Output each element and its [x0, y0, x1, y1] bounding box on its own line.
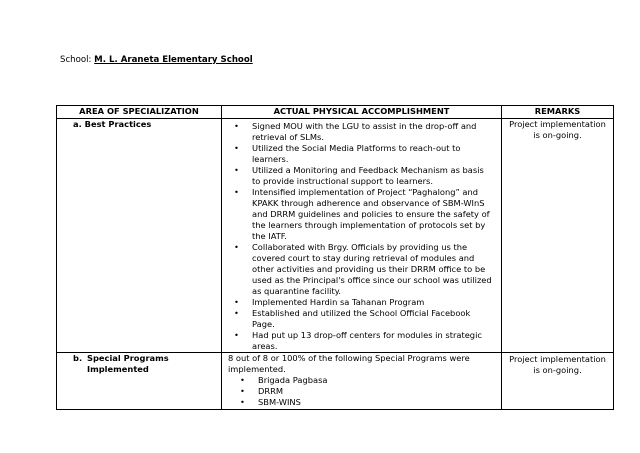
area-best-practices: a. Best Practices	[57, 119, 222, 353]
list-item: • Brigada Pagbasa	[240, 375, 328, 385]
bullet-icon: •	[240, 386, 245, 396]
programs-cell	[222, 353, 502, 410]
header-remarks: REMARKS	[502, 106, 614, 119]
area-title-line2: Implemented	[87, 364, 149, 374]
list-item: • Had put up 13 drop-off centers for modules in strategic areas.	[234, 330, 482, 351]
header-accomplishment: ACTUAL PHYSICAL ACCOMPLISHMENT	[222, 106, 502, 119]
list-item: • Established and utilized the School Official Facebook Page.	[234, 308, 471, 329]
bullet-icon: •	[234, 143, 239, 153]
remarks-best-practices: Project implementation is on-going.	[502, 119, 614, 353]
programs-intro: 8 out of 8 or 100% of the following Special Programs were implemented.	[228, 353, 470, 374]
list-item: • Collaborated with Brgy. Officials by providing us the covered court to stay during retrieval of modules and other activities and providing us their DRRM office to be used as the Principal's office since our school was utilized as quarantine facility.	[234, 242, 492, 296]
bullet-icon: •	[234, 187, 239, 197]
table-row	[57, 119, 614, 353]
remarks-special-programs: Project implementation is on-going.	[502, 353, 614, 410]
school-line	[60, 55, 253, 65]
accomplishment-cell	[222, 119, 502, 353]
school-label: School:	[60, 55, 92, 65]
list-item: • Utilized a Monitoring and Feedback Mechanism as basis to provide instructional support to learners.	[234, 165, 484, 186]
area-letter: b.	[73, 353, 83, 363]
bullet-icon: •	[234, 165, 239, 175]
area-special-programs	[57, 353, 222, 410]
list-item: • Signed MOU with the LGU to assist in the drop-off and retrieval of SLMs.	[234, 121, 477, 142]
bullet-icon: •	[234, 308, 239, 318]
bullet-icon: •	[240, 375, 245, 385]
list-item: • DRRM	[240, 386, 284, 396]
bullet-icon: •	[234, 330, 239, 340]
accomplishment-table	[56, 105, 614, 410]
table-header-row	[57, 106, 614, 119]
bullet-icon: •	[234, 121, 239, 131]
bullet-icon: •	[240, 397, 245, 407]
area-title-line1: Special Programs	[87, 353, 169, 363]
programs-list	[228, 375, 493, 408]
list-item: • Implemented Hardin sa Tahanan Program	[234, 297, 425, 307]
school-name: M. L. Araneta Elementary School	[94, 55, 253, 65]
list-item: • Utilized the Social Media Platforms to reach-out to learners.	[234, 143, 461, 164]
table-row	[57, 353, 614, 410]
accomplishment-list	[228, 121, 493, 352]
bullet-icon: •	[234, 242, 239, 252]
header-area: AREA OF SPECIALIZATION	[57, 106, 222, 119]
list-item: • SBM-WINS	[240, 397, 301, 407]
list-item: • Intensified implementation of Project “Paghalong” and KPAKK through adherence and observance of SBM-WInS and DRRM guidelines and policies to ensure the safety of the learners through implementation of protocols set by the IATF.	[234, 187, 490, 241]
bullet-icon: •	[234, 297, 239, 307]
